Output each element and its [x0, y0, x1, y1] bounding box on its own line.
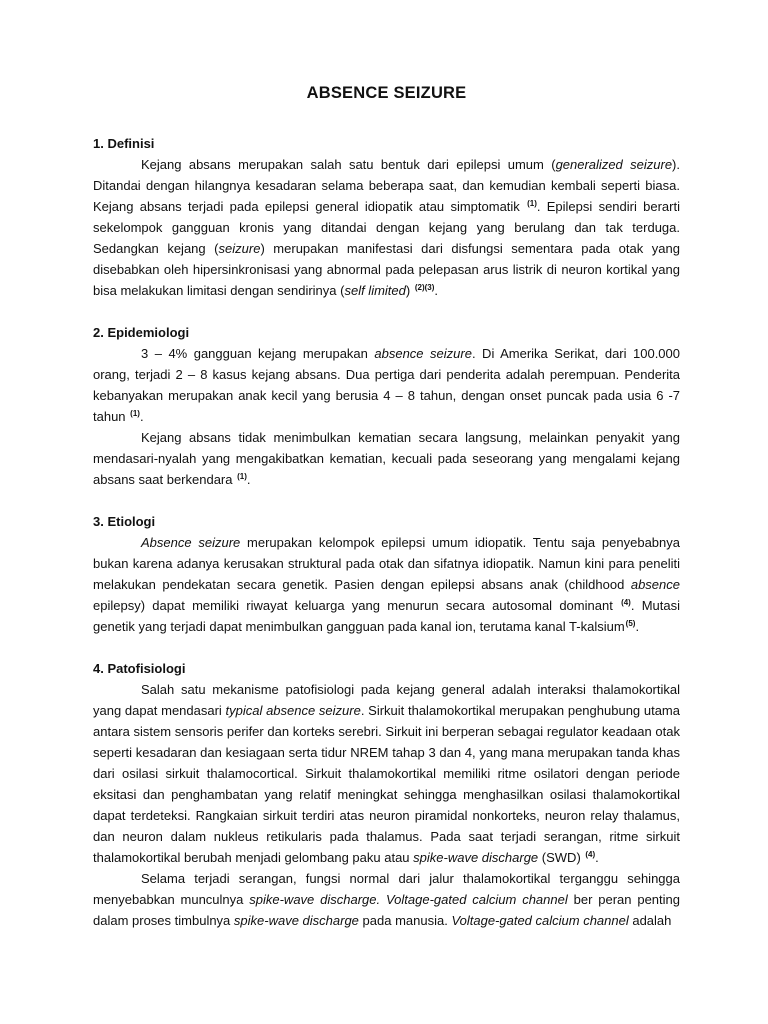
paragraph	[93, 868, 680, 931]
italic-term: generalized seizure	[555, 157, 673, 172]
text-run: epilepsy) dapat memiliki riwayat keluarga yang menurun secara autosomal dominant	[93, 598, 621, 613]
section-heading: 2. Epidemiologi	[93, 325, 190, 340]
italic-term: seizure	[218, 241, 261, 256]
citation-ref: (1)	[237, 472, 247, 481]
text-run: . Mutasi genetik yang terjadi dapat menimbulkan gangguan pada kanal ion, terutama kanal T-kalsium	[93, 598, 680, 634]
section	[93, 322, 680, 490]
paragraph	[93, 427, 680, 490]
section-heading: 3. Etiologi	[93, 514, 156, 529]
text-run: ) merupakan manifestasi dari disfungsi sementara pada otak yang disebabkan oleh hipersinkronisasi yang abnormal pada pelepasan arus listrik di neuron kortikal yang bisa melakukan limitasi dengan sendirinya (	[93, 241, 680, 298]
italic-term: spike-wave discharge	[413, 850, 539, 865]
text-run: Kejang absans tidak menimbulkan kematian secara langsung, melainkan penyakit yang mendasari-nyalah yang mengakibatkan kematian, kecuali pada seseorang yang mengalami kejang absans saat berkendara	[93, 430, 680, 487]
italic-term: typical absence seizure	[225, 703, 361, 718]
text-run: . Sirkuit thalamokortikal merupakan penghubung utama antara sistem sensoris perifer dan korteks serebri. Sirkuit ini berperan sebagai regulator keadaan otak seperti kesadaran dan kesiagaan serta tidur NREM tahap 3 dan 4, yang mana merupakan tanda khas dari osilasi sirkuit thalamocortical. Sirkuit thalamokortikal memiliki ritme osilatori dengan periode eksitasi dan penghambatan yang relatif meningkat sehingga menghasilkan osilasi thalamokortikal dapat terdeteksi. Rangkaian sirkuit terdiri atas neuron piramidal nonkorteks, neuron relay thalamus, dan neuron dalam nukleus retikularis pada thalamus. Pada saat terjadi serangan, ritme sirkuit thalamokortikal berubah menjadi gelombang paku atau	[93, 703, 680, 865]
text-run: (SWD)	[538, 850, 585, 865]
text-run: .	[139, 409, 144, 424]
text-run: merupakan kelompok epilepsi umum idiopatik. Tentu saja penyebabnya bukan karena adanya kerusakan struktural pada otak dan sifatnya idiopatik. Namun kini para peneliti melakukan pendekatan secara genetik. Pasien dengan epilepsi absans anak (childhood	[93, 535, 680, 592]
italic-term: self limited	[344, 283, 406, 298]
paragraph	[93, 154, 680, 301]
text-run: . Di Amerika Serikat, dari 100.000 orang, terjadi 2 – 8 kasus kejang absans. Dua pertiga dari penderita adalah perempuan. Penderita kebanyakan merupakan anak kecil yang berusia 4 – 8 tahun, dengan onset puncak pada usia 6 -7 tahun	[93, 346, 681, 424]
text-run: .	[595, 850, 599, 865]
paragraph	[93, 679, 680, 868]
italic-term: spike-wave discharge	[233, 913, 359, 928]
italic-term: Absence seizure	[141, 535, 241, 550]
italic-term: absence	[630, 577, 680, 592]
citation-ref: (1)	[527, 199, 537, 208]
italic-term: absence seizure	[374, 346, 472, 361]
citation-ref: (2)(3)	[414, 283, 435, 292]
text-run: ber peran penting dalam proses timbulnya	[93, 892, 680, 928]
citation-ref: (4)	[621, 598, 631, 607]
citation-ref: (5)	[625, 619, 636, 628]
citation-ref: (4)	[585, 850, 596, 859]
italic-term: Voltage-gated calcium channel	[451, 913, 629, 928]
text-run: Salah satu mekanisme patofisiologi pada kejang general adalah interaksi thalamokortikal yang dapat mendasari	[93, 682, 680, 718]
paragraph	[93, 532, 680, 637]
text-run: Selama terjadi serangan, fungsi normal dari jalur thalamokortikal terganggu sehingga menyebabkan munculnya	[93, 871, 680, 907]
text-run: )	[405, 283, 414, 298]
section	[93, 511, 680, 637]
paragraph	[93, 343, 680, 427]
document-body	[93, 133, 680, 931]
document-title: ABSENCE SEIZURE	[306, 84, 467, 102]
section	[93, 133, 680, 301]
section-heading: 1. Definisi	[93, 136, 155, 151]
text-run: .	[635, 619, 640, 634]
citation-ref: (1)	[130, 409, 140, 418]
text-run: . Epilepsi sendiri berarti sekelompok gangguan kronis yang ditandai dengan kejang yang berulang dan tak terduga. Sedangkan kejang (	[93, 199, 680, 256]
text-run: 3 – 4% gangguan kejang merupakan	[141, 346, 375, 361]
italic-term: spike-wave discharge. Voltage-gated calcium channel	[249, 892, 568, 907]
text-run: ). Ditandai dengan hilangnya kesadaran selama beberapa saat, dan kemudian kembali seperti biasa. Kejang absans terjadi pada epilepsi general idiopatik atau simptomatik	[93, 157, 680, 214]
text-run: Kejang absans merupakan salah satu bentuk dari epilepsi umum (	[141, 157, 556, 172]
section	[93, 658, 680, 931]
text-run: adalah	[628, 913, 672, 928]
section-heading: 4. Patofisiologi	[93, 661, 186, 676]
text-run: .	[246, 472, 251, 487]
text-run: pada manusia.	[358, 913, 452, 928]
text-run: .	[434, 283, 439, 298]
